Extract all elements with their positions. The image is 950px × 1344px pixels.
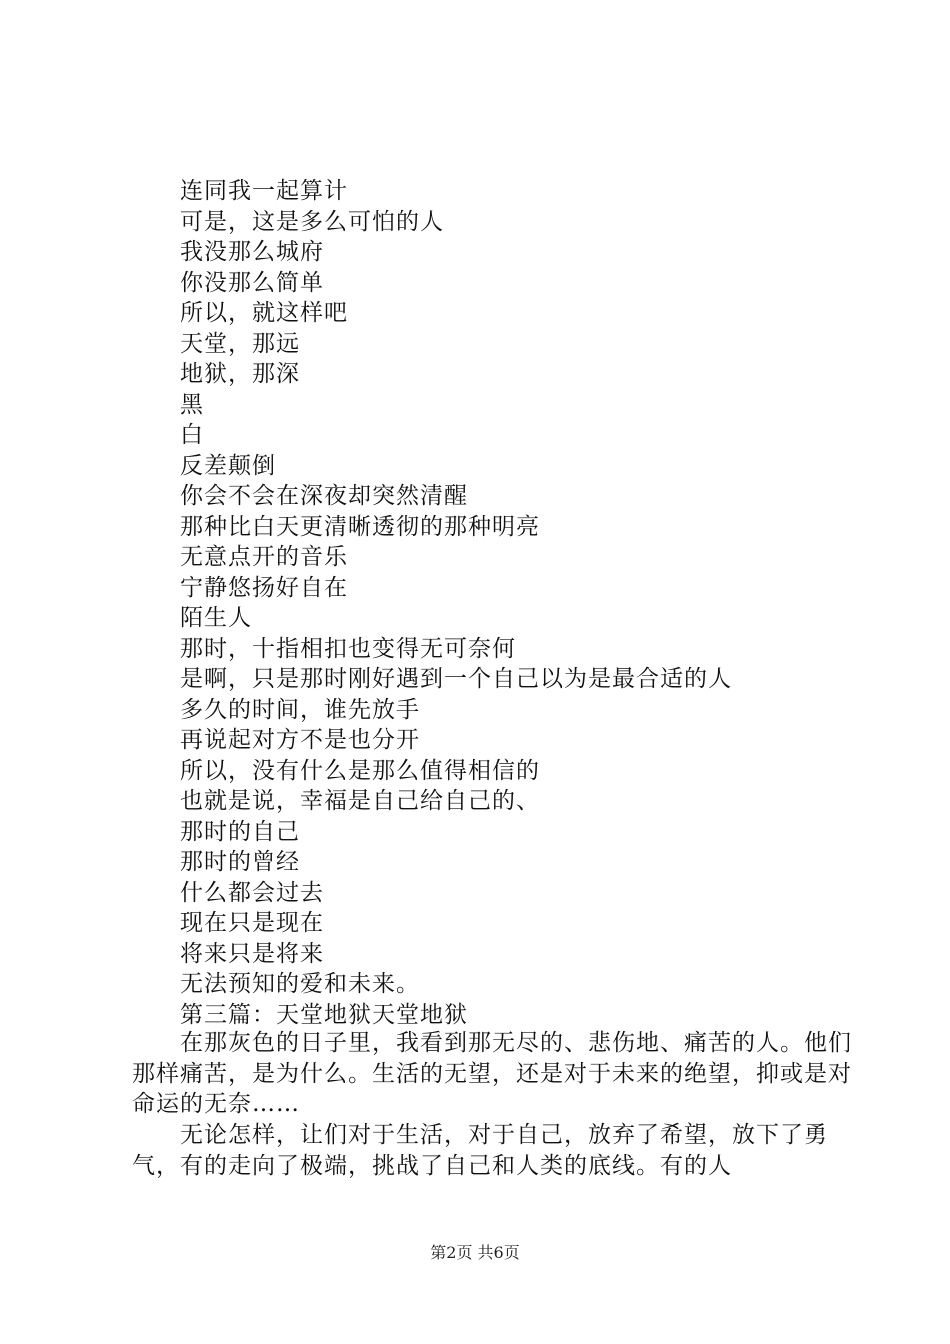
page-footer: 第2页 共6页 <box>430 1243 520 1262</box>
poem-line: 那时，十指相扣也变得无可奈何 <box>180 635 516 662</box>
poem-line: 我没那么城府 <box>180 239 324 265</box>
poem-line: 白 <box>180 422 204 448</box>
poem-line: 你会不会在深夜却突然清醒 <box>180 483 468 509</box>
poem-line: 陌生人 <box>180 605 252 631</box>
poem-line: 那种比白天更清晰透彻的那种明亮 <box>180 513 540 540</box>
paragraph-2: 无论怎样，让们对于生活，对于自己，放弃了希望，放下了勇气，有的走向了极端，挑战了自己和人类的底线。有的人 <box>132 1122 828 1179</box>
poem-line: 所以，就这样吧 <box>180 300 348 326</box>
poem-line: 黑 <box>180 391 204 418</box>
poem-line: 那时的自己 <box>180 818 300 845</box>
poem-line: 什么都会过去 <box>180 879 324 906</box>
poem-line: 无意点开的音乐 <box>180 544 348 570</box>
poem-line: 再说起对方不是也分开 <box>180 727 420 753</box>
poem-line: 所以，没有什么是那么值得相信的 <box>180 757 540 784</box>
poem-line: 多久的时间，谁先放手 <box>180 696 420 723</box>
poem-line: 连同我一起算计 <box>180 178 348 204</box>
poem-line: 也就是说，幸福是自己给自己的、 <box>180 788 540 814</box>
poem-line: 将来只是将来 <box>180 940 324 967</box>
paragraph-1: 在那灰色的日子里，我看到那无尽的、悲伤地、痛苦的人。他们那样痛苦，是为什么。生活的无望，还是对于未来的绝望，抑或是对命运的无奈…… <box>132 1030 852 1117</box>
poem-line: 那时的曾经 <box>180 849 300 875</box>
poem-line: 是啊，只是那时刚好遇到一个自己以为是最合适的人 <box>180 666 732 692</box>
poem-line: 现在只是现在 <box>180 910 324 936</box>
poem-line: 宁静悠扬好自在 <box>180 574 348 601</box>
poem-line: 地狱，那深 <box>180 361 300 387</box>
poem-line: 反差颠倒 <box>180 452 276 479</box>
poem-line: 无法预知的爱和未来。 <box>180 971 420 997</box>
poem-line: 天堂，那远 <box>180 330 300 357</box>
section-heading: 第三篇：天堂地狱天堂地狱 <box>180 1001 468 1028</box>
poem-line: 你没那么简单 <box>180 269 324 296</box>
poem-lines <box>180 176 732 1030</box>
poem-line: 可是，这是多么可怕的人 <box>180 208 444 235</box>
